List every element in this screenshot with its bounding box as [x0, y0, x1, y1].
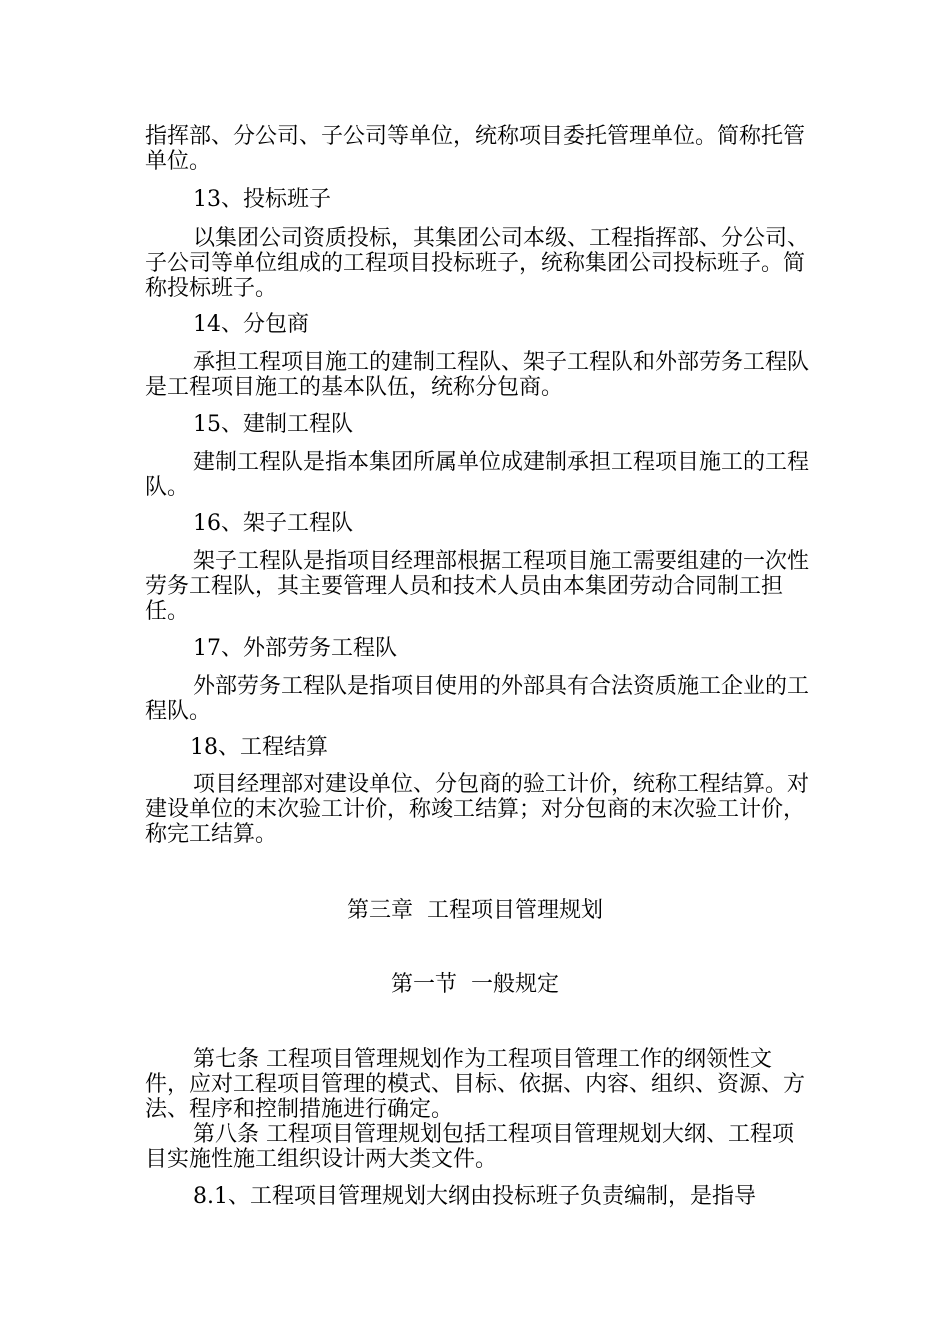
- paragraph-external-labor: 外部劳务工程队是指项目使用的外部具有合法资质施工企业的工程队。: [145, 674, 810, 724]
- item-heading-18: 18、工程结算: [190, 735, 328, 760]
- paragraph-bidding-team: 以集团公司资质投标，其集团公司本级、工程指挥部、分公司、子公司等单位组成的工程项目投标班子，统称集团公司投标班子。简称投标班子。: [145, 226, 810, 301]
- paragraph-settlement: 项目经理部对建设单位、分包商的验工计价，统称工程结算。对建设单位的末次验工计价，称竣工结算；对分包商的末次验工计价，称完工结算。: [145, 772, 810, 847]
- paragraph-8-1: 8.1、工程项目管理规划大纲由投标班子负责编制，是指导: [193, 1184, 756, 1209]
- article-8: 第八条 工程项目管理规划包括工程项目管理规划大纲、工程项目实施性施工组织设计两大类文件。: [145, 1122, 794, 1172]
- article-7: 第七条 工程项目管理规划作为工程项目管理工作的纲领性文件，应对工程项目管理的模式、目标、依据、内容、组织、资源、方法、程序和控制措施进行确定。: [145, 1047, 806, 1122]
- paragraph-temporary-team: 架子工程队是指项目经理部根据工程项目施工需要组建的一次性劳务工程队，其主要管理人员和技术人员由本集团劳动合同制工担任。: [145, 549, 810, 624]
- item-heading-13: 13、投标班子: [193, 187, 331, 212]
- item-heading-17: 17、外部劳务工程队: [193, 636, 397, 661]
- paragraph-standing-team: 建制工程队是指本集团所属单位成建制承担工程项目施工的工程队。: [145, 450, 810, 500]
- paragraph-subcontractor: 承担工程项目施工的建制工程队、架子工程队和外部劳务工程队是工程项目施工的基本队伍，统称分包商。: [145, 350, 810, 400]
- section-title: 第一节 一般规定: [391, 972, 559, 997]
- paragraph-entrusted-unit: 指挥部、分公司、子公司等单位，统称项目委托管理单位。简称托管单位。: [145, 124, 806, 174]
- item-heading-15: 15、建制工程队: [193, 412, 353, 437]
- item-heading-16: 16、架子工程队: [193, 511, 353, 536]
- chapter-title: 第三章 工程项目管理规划: [347, 898, 603, 923]
- item-heading-14: 14、分包商: [193, 312, 309, 337]
